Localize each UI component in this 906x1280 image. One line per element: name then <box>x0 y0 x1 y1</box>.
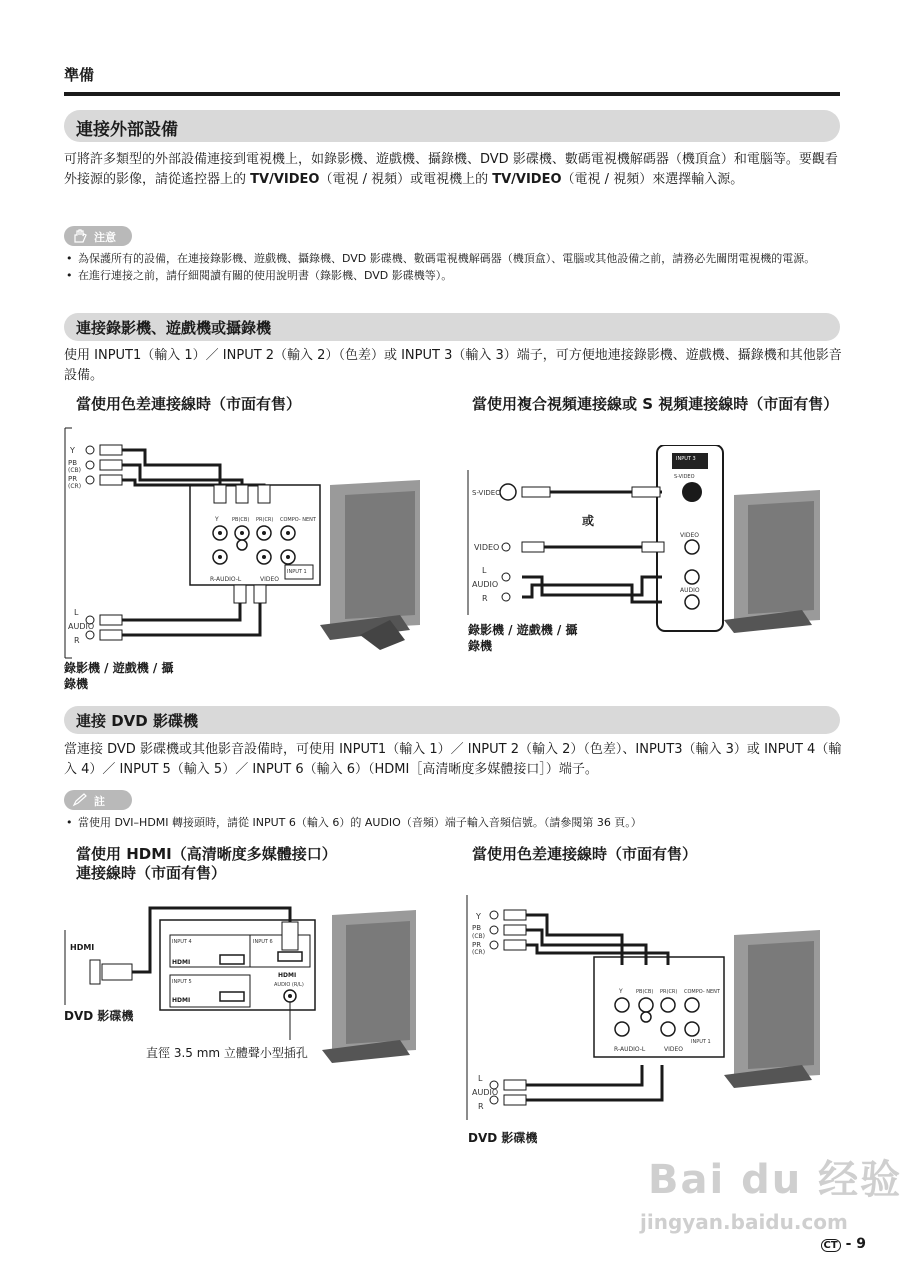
caution-list <box>64 250 844 284</box>
vcr-composite-diagram <box>462 445 822 635</box>
page-number <box>821 1236 866 1252</box>
dvd-right-caption: DVD 影碟機 <box>468 1131 538 1145</box>
label-r: R <box>478 1102 484 1111</box>
label-r: R <box>74 636 80 645</box>
tv-back-illustration <box>322 910 416 1063</box>
dvd-left-caption: DVD 影碟機 <box>64 1009 134 1023</box>
panel-component: COMPO- NENT <box>280 517 316 523</box>
label-pr-sub: (CR) <box>472 949 486 956</box>
vcr-right-caption: 錄影機 / 遊戲機 / 攝錄機 <box>468 623 578 653</box>
label-video: VIDEO <box>474 543 500 552</box>
vcr-title: 連接錄影機、遊戲機或攝錄機 <box>76 319 272 337</box>
label-r: R <box>482 594 488 603</box>
note-list <box>64 814 844 831</box>
vcr-title-bar <box>64 313 840 341</box>
label-pr: PR <box>68 475 78 483</box>
header-rule <box>64 92 840 96</box>
panel-y: Y <box>619 988 623 995</box>
label-pr-sub: (CR) <box>68 483 82 490</box>
watermark-url: jingyan.baidu.com <box>640 1210 848 1234</box>
label-hdmi-6: HDMI <box>278 972 297 979</box>
label-pb-sub: (CB) <box>472 933 485 940</box>
panel-video: VIDEO <box>260 576 280 583</box>
label-audio-panel: AUDIO <box>680 587 700 594</box>
intro-paragraph <box>64 150 842 190</box>
dvd-right-heading: 當使用色差連接線時（市面有售） <box>472 845 698 863</box>
panel-pr: PR(CR) <box>660 989 678 995</box>
panel-component: COMPO- NENT <box>684 989 720 995</box>
panel-input1: INPUT 1 <box>691 1039 711 1045</box>
caution-item: • 為保護所有的設備，在連接錄影機、遊戲機、攝錄機、DVD 影碟機、數碼電視機解碼器（機頂盒）、電腦或其他設備之前，請務必先關閉電視機的電源。 <box>64 250 844 267</box>
dvd-title: 連接 DVD 影碟機 <box>76 712 198 730</box>
label-hdmi-4: HDMI <box>172 959 191 966</box>
intro-tv-video-1: TV/VIDEO <box>250 172 320 187</box>
dvd-left-heading-1: 當使用 HDMI（高清晰度多媒體接口） <box>76 845 337 863</box>
panel-raudiol: R-AUDIO-L <box>210 576 242 583</box>
panel-video: VIDEO <box>664 1046 684 1053</box>
jack-caption: 直徑 3.5 mm 立體聲小型插孔 <box>146 1046 308 1060</box>
pencil-icon <box>72 793 88 807</box>
intro-tv-video-2: TV/VIDEO <box>492 172 562 187</box>
tv-back-illustration <box>724 490 820 633</box>
label-hdmi-player: HDMI <box>70 943 95 952</box>
dvd-title-bar <box>64 706 840 734</box>
watermark-logo: Bai du 经验 <box>648 1157 903 1203</box>
label-input6: INPUT 6 <box>253 939 273 945</box>
label-pb: PB <box>472 924 482 932</box>
panel-y: Y <box>215 516 219 523</box>
note-label: 註 <box>94 795 105 808</box>
label-input5: INPUT 5 <box>172 979 192 985</box>
label-svideo-panel: S-VIDEO <box>674 474 695 480</box>
intro-text-1: 可將許多類型的外部設備連接到電視機上，如錄影機、遊戲機、攝錄機、DVD 影碟機、數碼電視機解碼器（機頂盒）和電腦等。要觀看外接源的影像，請從遙控器上的 <box>64 152 838 187</box>
page-header: 準備 <box>64 66 95 84</box>
label-pb-sub: (CB) <box>68 467 81 474</box>
label-video-panel: VIDEO <box>680 532 700 539</box>
panel-pr: PR(CR) <box>256 517 274 523</box>
label-hdmi-5: HDMI <box>172 997 191 1004</box>
tv-back-illustration <box>724 930 820 1088</box>
label-input4: INPUT 4 <box>172 939 192 945</box>
intro-text-2: （電視 / 視頻）或電視機上的 <box>319 172 493 187</box>
vcr-right-heading: 當使用複合視頻連接線或 S 視頻連接線時（市面有售） <box>472 395 839 413</box>
label-l: L <box>74 608 79 617</box>
section-title: 連接外部設備 <box>76 120 178 140</box>
caution-label: 注意 <box>94 231 116 244</box>
label-audio: AUDIO <box>68 622 95 631</box>
dvd-left-heading-2: 連接線時（市面有售） <box>76 864 227 882</box>
label-y: Y <box>476 912 481 921</box>
vcr-paragraph: 使用 INPUT1（輸入 1）／ INPUT 2（輸入 2）（色差）或 INPUT 3（輸入 3）端子，可方便地連接錄影機、遊戲機、攝錄機和其他影音設備。 <box>64 348 842 383</box>
vcr-left-heading: 當使用色差連接線時（市面有售） <box>76 395 302 413</box>
dvd-paragraph: 當連接 DVD 影碟機或其他影音設備時，可使用 INPUT1（輸入 1）／ INPUT 2（輸入 2）（色差）、INPUT3（輸入 3）或 INPUT 4（輸入 4）／ INPUT 5（輸入 5）／ INPUT 6（輸入 6）（HDMI［高清晰度多媒體接口］）端子。 <box>64 742 842 777</box>
panel-pb: PB(CB) <box>232 517 250 523</box>
label-pb: PB <box>68 459 78 467</box>
panel-input1: INPUT 1 <box>287 569 307 575</box>
panel-pb: PB(CB) <box>636 989 654 995</box>
label-input3: INPUT 3 <box>676 456 696 462</box>
note-badge <box>64 790 132 810</box>
label-audio: AUDIO <box>472 580 499 589</box>
label-pr: PR <box>472 941 482 949</box>
section-title-bar <box>64 110 840 142</box>
vcr-left-caption: 錄影機 / 遊戲機 / 攝錄機 <box>64 661 174 691</box>
dvd-component-diagram <box>462 885 822 1125</box>
label-svideo-left: S-VIDEO <box>472 489 501 497</box>
panel-raudiol: R-AUDIO-L <box>614 1046 646 1053</box>
label-audio: AUDIO <box>472 1088 499 1097</box>
label-audio-rl: AUDIO (R/L) <box>274 982 304 988</box>
page-num: 9 <box>856 1236 866 1252</box>
caution-item: • 在進行連接之前，請仔細閱讀有關的使用說明書（錄影機、DVD 影碟機等）。 <box>64 267 844 284</box>
page-code: CT <box>821 1239 841 1252</box>
or-label: 或 <box>582 514 595 528</box>
tv-back-illustration <box>320 480 420 650</box>
page-dash: - <box>845 1236 852 1252</box>
vcr-component-diagram <box>60 425 420 665</box>
label-y: Y <box>70 446 75 455</box>
intro-text-3: （電視 / 視頻）來選擇輸入源。 <box>561 172 744 187</box>
hand-icon <box>72 229 88 243</box>
label-l: L <box>478 1074 483 1083</box>
caution-badge <box>64 226 132 246</box>
note-item: • 當使用 DVI–HDMI 轉接頭時，請從 INPUT 6（輸入 6）的 AUDIO（音頻）端子輸入音頻信號。（請參閱第 36 頁。） <box>64 814 844 831</box>
label-l: L <box>482 566 487 575</box>
